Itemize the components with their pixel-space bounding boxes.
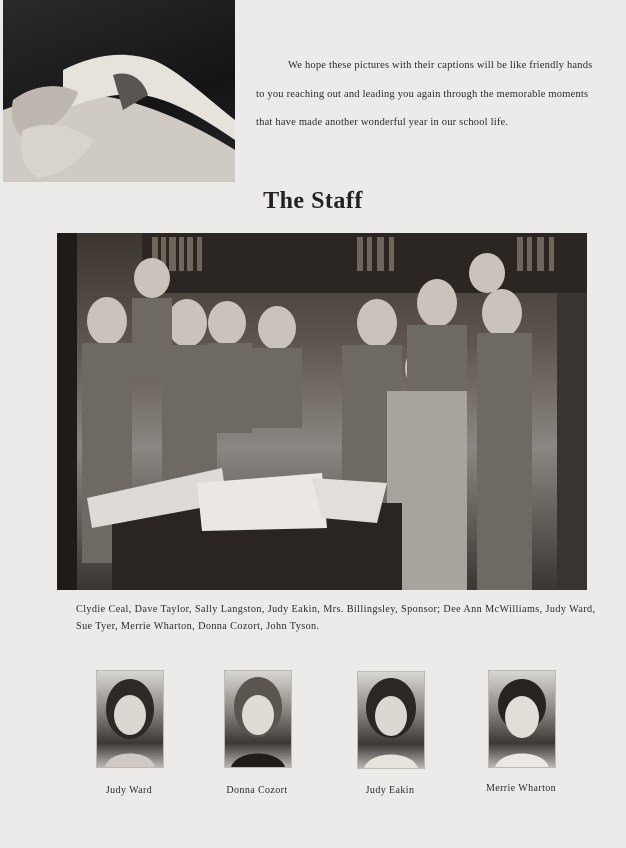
portrait-name: Judy Eakin <box>365 785 415 796</box>
portrait-photo-donna-cozort <box>224 670 292 768</box>
portrait-name: Merrie Wharton <box>485 783 557 794</box>
hands-photo <box>3 0 235 182</box>
portrait-name: Judy Ward <box>105 785 153 796</box>
portrait-name: Donna Cozort <box>226 785 288 796</box>
page-title: The Staff <box>263 188 363 214</box>
photo-caption: Clydie Ceal, Dave Taylor, Sally Langston, Judy Eakin, Mrs. Billingsley, Sponsor; Dee Ann McWilliams, Judy Ward, Sue Tyer, Merrie Wharton, Donna Cozort, John Tyson. <box>76 604 596 632</box>
intro-paragraph <box>256 52 601 138</box>
portrait-photo-judy-eakin <box>357 671 425 769</box>
intro-text: We hope these pictures with their captions will be like friendly hands to you reaching out and leading you again through the memorable moments that have made another wonderful year in our school life. <box>256 60 593 128</box>
portrait-photo-merrie-wharton <box>488 670 556 768</box>
staff-group-photo <box>57 233 587 590</box>
portrait-photo-judy-ward <box>96 670 164 768</box>
